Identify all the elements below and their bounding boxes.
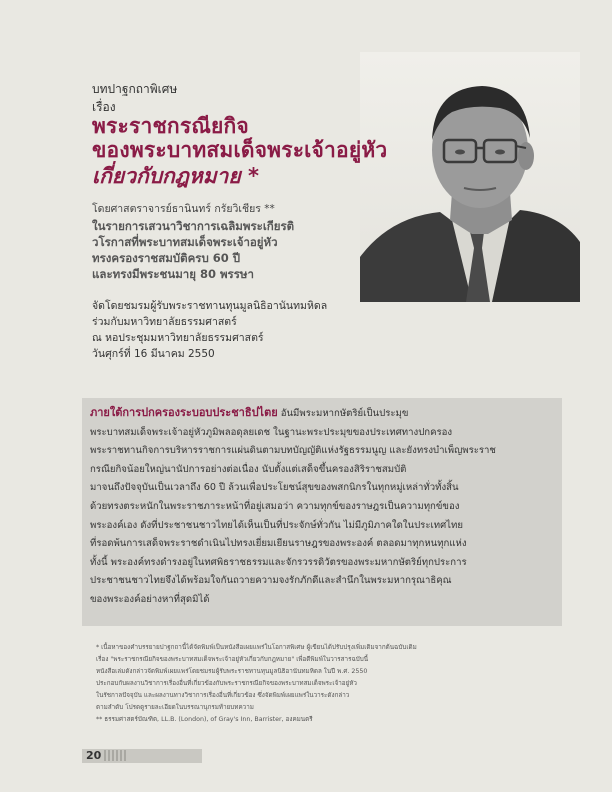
portrait-photo (360, 52, 580, 302)
body-line: ประชาชนชาวไทยจึงได้พร้อมใจกันถวายความจงรักภักดีและสำนึกในพระมหากรุณาธิคุณ (90, 575, 452, 587)
lecture-line: และทรงมีพระชนมายุ 80 พรรษา (92, 267, 254, 281)
organizer-info (92, 298, 362, 362)
section-kicker: บทปาฐกถาพิเศษ (92, 82, 178, 96)
body-line (90, 404, 554, 424)
body-line: พระราชทานกิจการบริหารราชการแผ่นดินตามบทบัญญัติแห่งรัฐธรรมนูญ และยังทรงบำเพ็ญพระราช (90, 445, 496, 457)
footnote-line: * เนื้อหาของคำบรรยายปาฐกถานี้ได้จัดพิมพ์เป็นหนังสือเผยแพร่ในโอกาสพิเศษ ผู้เขียนได้ปรับปรุงเพิ่มเติมจากต้นฉบับเดิม (96, 644, 417, 651)
about-label: เรื่อง (92, 100, 116, 114)
organizer-line: วันศุกร์ที่ 16 มีนาคม 2550 (92, 348, 215, 360)
lead-phrase: ภายใต้การปกครองระบอบประชาธิปไตย (90, 406, 278, 419)
footnote-line: ** ธรรมศาสตร์บัณฑิต, LL.B. (London), of Gray's Inn, Barrister, องคมนตรี (96, 716, 313, 723)
footnotes (96, 642, 556, 726)
title-line-3: เกี่ยวกับกฎหมาย * (92, 164, 259, 188)
footer-decoration (104, 750, 126, 761)
footnote-line: ตามลำดับ โปรดดูรายละเอียดในบรรณานุกรมท้ายบทความ (96, 704, 254, 711)
author-byline: โดยศาสตราจารย์ธานินทร์ กรัยวิเชียร ** (92, 203, 275, 215)
body-text (90, 404, 554, 610)
body-line: พระองค์เอง ดังที่ประชาชนชาวไทยได้เห็นเป็นที่ประจักษ์ทั่วกัน ไม่มีภูมิภาคใดในประเทศไทย (90, 519, 463, 531)
title-line-2: ของพระบาทสมเด็จพระเจ้าอยู่หัว (92, 138, 388, 162)
organizer-line: ร่วมกับมหาวิทยาลัยธรรมศาสตร์ (92, 316, 237, 328)
body-line: มาจนถึงปัจจุบันเป็นเวลาถึง 60 ปี ล้วนเพื่อประโยชน์สุขของพสกนิกรในทุกหมู่เหล่าทั่วทั้งสิ้น (90, 482, 459, 494)
body-line: พระบาทสมเด็จพระเจ้าอยู่หัวภูมิพลอดุลยเดช ในฐานะพระประมุขของประเทศทางปกครอง (90, 426, 453, 438)
body-line: กรณียกิจน้อยใหญ่นานัปการอย่างต่อเนื่อง นับตั้งแต่เสด็จขึ้นครองสิริราชสมบัติ (90, 463, 407, 475)
portrait-image (360, 52, 580, 302)
footnote-line: ประกอบกับผลงานวิชาการเรื่องอื่นที่เกี่ยวข้องกับพระราชกรณียกิจของพระบาทสมเด็จพระเจ้าอยู่หัว (96, 680, 357, 687)
lecture-line: ทรงครองราชสมบัติครบ 60 ปี (92, 251, 241, 265)
page-number: 20 (86, 749, 102, 762)
organizer-line: จัดโดยชมรมผู้รับพระราชทานทุนมูลนิธิอานันทมหิดล (92, 300, 328, 312)
footnote-line: หนังสือเล่มดังกล่าวจัดพิมพ์เผยแพร่โดยชมรมผู้รับพระราชทานทุนมูลนิธิอานันทมหิดล ในปี พ.ศ. 2550 (96, 668, 368, 675)
lecture-line: ในรายการเสวนาวิชาการเฉลิมพระเกียรติ (92, 219, 295, 233)
body-line: ทั้งนี้ พระองค์ทรงดำรงอยู่ในทศพิธราชธรรมและจักรวรรดิวัตรของพระมหากษัตริย์ทุกประการ (90, 556, 467, 568)
organizer-line: ณ หอประชุมมหาวิทยาลัยธรรมศาสตร์ (92, 332, 264, 344)
title-line-1: พระราชกรณียกิจ (92, 114, 249, 138)
body-line: ที่รอดพ้นการเสด็จพระราชดำเนินไปทรงเยี่ยมเยียนราษฎรของพระองค์ ตลอดมาทุกหนทุกแห่ง (90, 538, 467, 550)
body-line-text: อันมีพระมหากษัตริย์เป็นประมุข (280, 408, 409, 419)
footnote-line: เรื่อง "พระราชกรณียกิจของพระบาทสมเด็จพระเจ้าอยู่หัวเกี่ยวกับกฎหมาย" เพื่อตีพิมพ์ในวารสารฉบับนี้ (96, 656, 369, 663)
footnote-line: ในรัชกาลปัจจุบัน และผลงานทางวิชาการเรื่องอื่นที่เกี่ยวข้อง ซึ่งจัดพิมพ์เผยแพร่ในวาระดังกล่าว (96, 692, 350, 699)
body-line: ของพระองค์อย่างหาที่สุดมิได้ (90, 593, 210, 605)
lecture-line: วโรกาสที่พระบาทสมเด็จพระเจ้าอยู่หัว (92, 235, 278, 249)
body-line: ด้วยทรงตระหนักในพระราชภาระหน้าที่อยู่เสมอว่า ความทุกข์ของราษฎรเป็นความทุกข์ของ (90, 500, 460, 512)
lecture-info (92, 218, 352, 282)
